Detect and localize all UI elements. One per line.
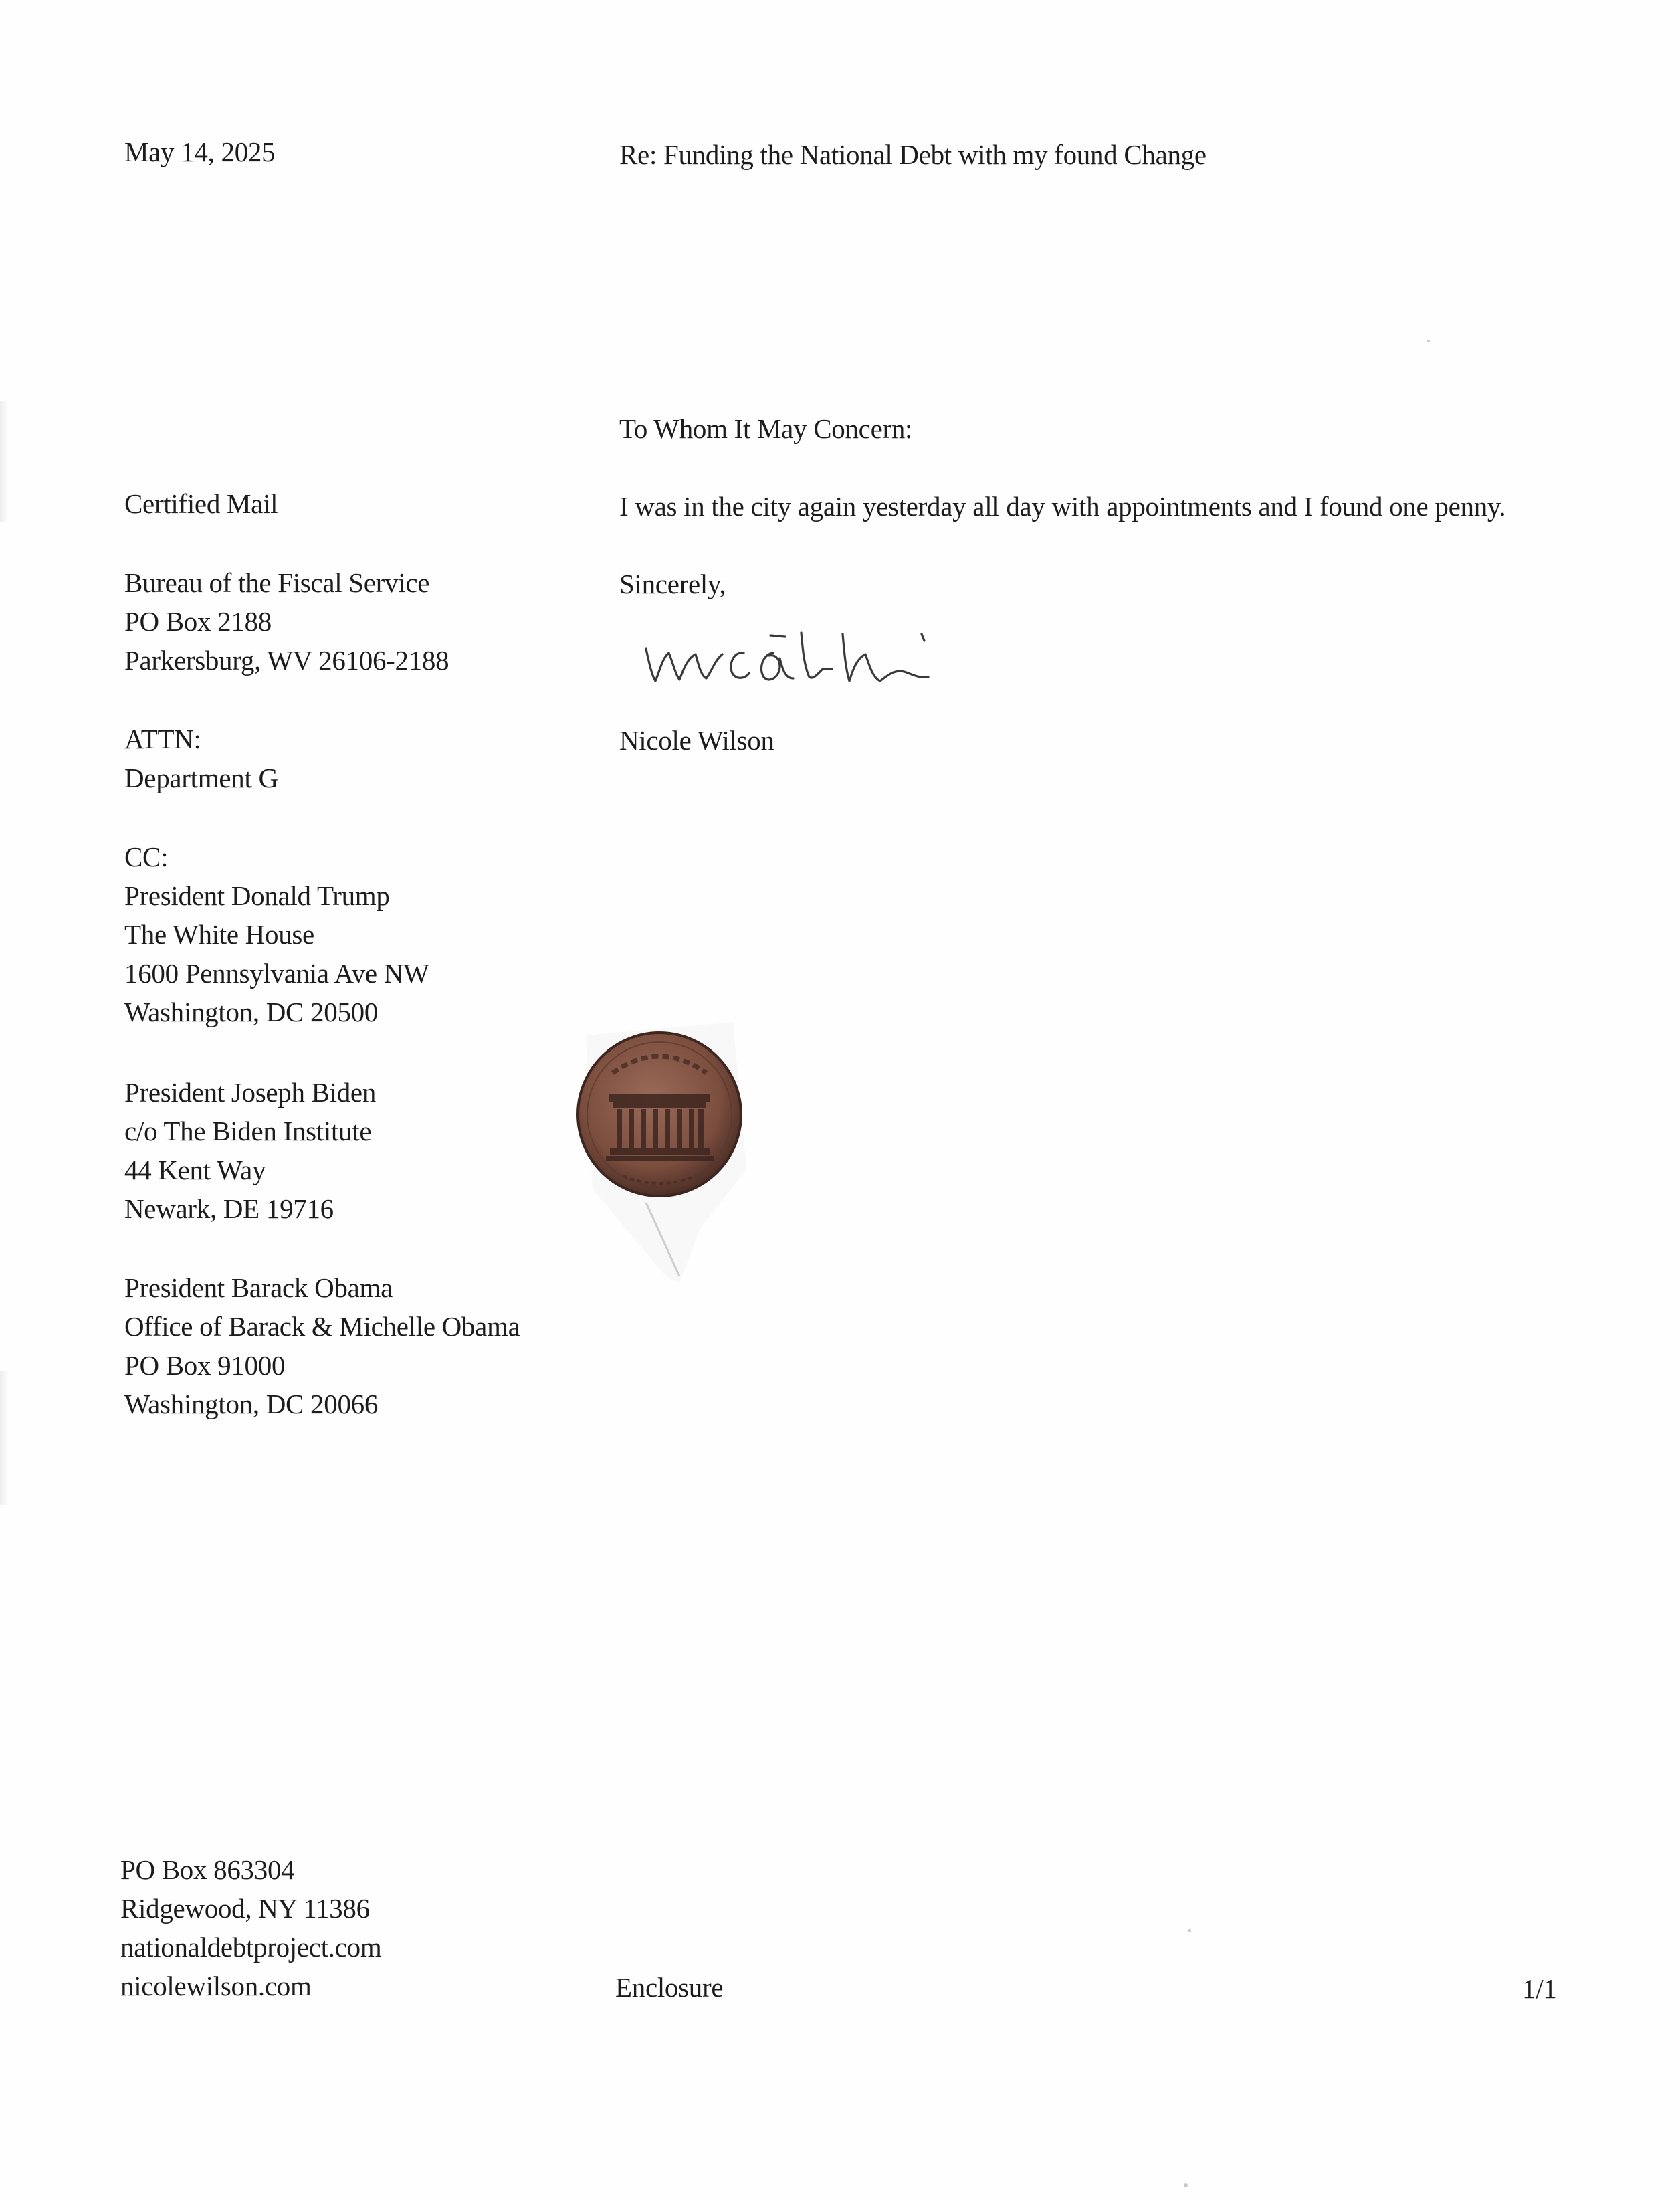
taped-penny [566, 1009, 760, 1290]
cc-address-line: President Donald Trump [124, 880, 390, 911]
scan-speck [1427, 340, 1430, 342]
address-line: PO Box 2188 [124, 606, 272, 637]
cc-address-line: Washington, DC 20500 [124, 997, 379, 1027]
sender-website: nationaldebtproject.com [120, 1932, 382, 1963]
cc-address-line: President Barack Obama [124, 1272, 393, 1303]
attn-department: Department G [124, 763, 278, 793]
attn-label: ATTN: [124, 724, 201, 755]
enclosure-label: Enclosure [615, 1972, 724, 2003]
cc-address-line: Washington, DC 20066 [124, 1389, 379, 1419]
cc-address-line: Newark, DE 19716 [124, 1193, 334, 1224]
address-line: Parkersburg, WV 26106-2188 [124, 645, 449, 676]
scan-edge-shadow [0, 401, 9, 522]
scan-speck [1188, 1929, 1191, 1932]
salutation: To Whom It May Concern: [619, 413, 913, 444]
cc-address-line: 1600 Pennsylvania Ave NW [124, 958, 429, 989]
scan-speck [1184, 2183, 1188, 2187]
recipient-address [124, 563, 593, 680]
letter-body: I was in the city again yesterday all day with appointments and I found one penny. [619, 491, 1506, 522]
cc-address-line: PO Box 91000 [124, 1350, 286, 1381]
sender-address-line: Ridgewood, NY 11386 [120, 1893, 370, 1924]
address-line: Bureau of the Fiscal Service [124, 567, 430, 598]
signer-name: Nicole Wilson [619, 725, 774, 756]
scan-edge-shadow [0, 1371, 9, 1505]
cc-block-2 [124, 1073, 593, 1228]
handwritten-signature [642, 614, 963, 694]
attn-block [124, 720, 593, 797]
cc-address-line: Office of Barack & Michelle Obama [124, 1311, 520, 1342]
letter-date: May 14, 2025 [124, 136, 276, 167]
sender-address-line: PO Box 863304 [120, 1854, 295, 1885]
cc-address-line: 44 Kent Way [124, 1155, 266, 1185]
mailing-method: Certified Mail [124, 488, 278, 519]
cc-address-line: c/o The Biden Institute [124, 1116, 372, 1146]
cc-block-1 [124, 837, 593, 1031]
cc-label: CC: [124, 841, 169, 872]
letter-subject: Re: Funding the National Debt with my found Change [619, 139, 1206, 170]
cc-block-3 [124, 1268, 593, 1423]
cc-address-line: The White House [124, 919, 314, 950]
sender-address [120, 1850, 589, 2005]
sender-website: nicolewilson.com [120, 1971, 312, 2001]
mailing-method-block [124, 484, 593, 523]
cc-address-line: President Joseph Biden [124, 1077, 377, 1108]
closing: Sincerely, [619, 569, 726, 599]
page-number: 1/1 [1522, 1973, 1557, 2004]
